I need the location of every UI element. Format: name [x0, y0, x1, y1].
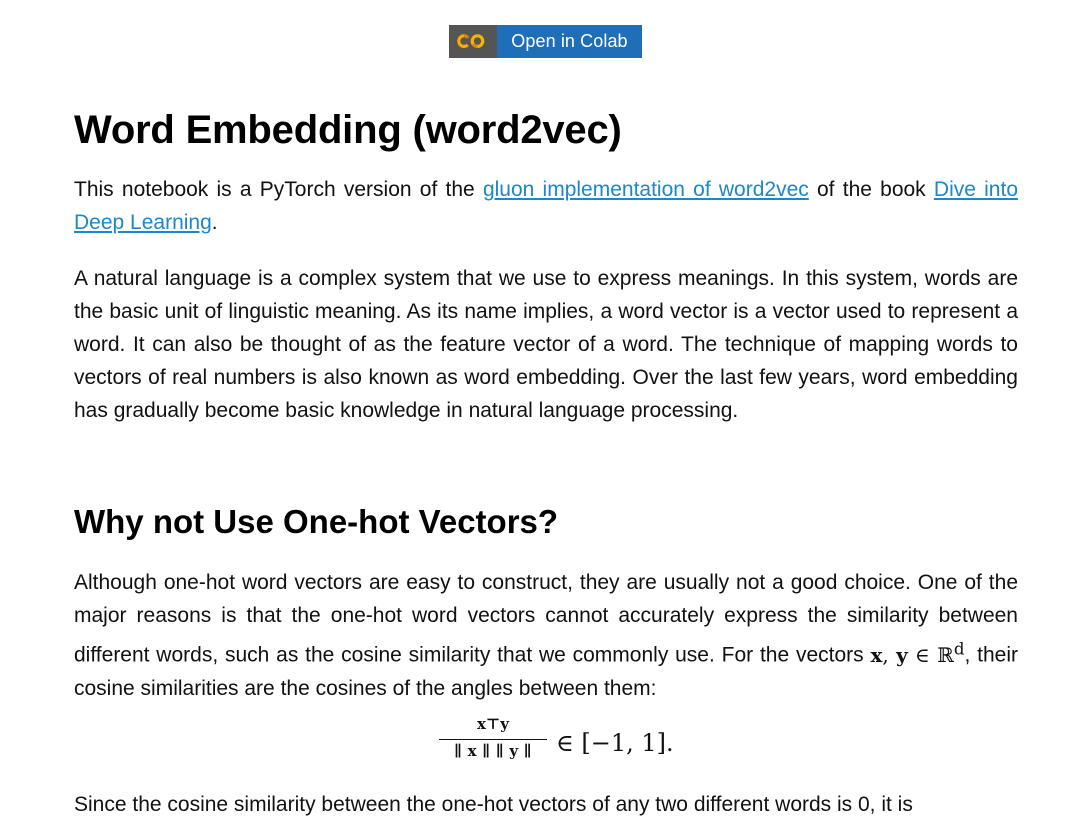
math-comma: ,: [882, 642, 897, 667]
open-in-colab-label[interactable]: Open in Colab: [497, 25, 642, 58]
cosine-similarity-formula: [433, 711, 693, 777]
partially-visible-paragraph: Since the cosine similarity between the one-hot vectors of any two different words is 0, it is: [74, 793, 913, 816]
fraction-line: [439, 739, 547, 740]
math-in: ∈: [907, 642, 938, 667]
dive-into-deep-learning-link[interactable]: Dive into Deep Learning: [74, 178, 1018, 234]
formula-denominator: ∥ x ∥ ∥ y ∥: [454, 742, 532, 760]
page-title: Word Embedding (word2vec): [74, 108, 622, 152]
colab-logo: [449, 25, 497, 58]
colab-co-icon: [456, 30, 490, 54]
formula-numerator: x⊤y: [476, 715, 510, 733]
math-y: y: [896, 642, 908, 667]
intro-paragraph: [74, 173, 1018, 239]
section-title: Why not Use One-hot Vectors?: [74, 503, 559, 540]
cosine-fraction: [439, 715, 547, 769]
word-vector-paragraph: A natural language is a complex system that we use to express meanings. In this system, words are the basic unit of linguistic meaning. As its name implies, a word vector is a vector used to represent a word. It can also be thought of as the feature vector of a word. The technique of mapping words to vectors of real numbers is also known as word embedding. Over the last few years, word embedding has gradually become basic knowledge in natural language processing.: [74, 267, 1018, 422]
math-x: x: [870, 642, 883, 667]
formula-range: ∈ [−1, 1].: [556, 729, 674, 757]
real-space-symbol: ℝ: [937, 642, 954, 667]
gluon-word2vec-link[interactable]: gluon implementation of word2vec: [482, 178, 809, 201]
one-hot-text-after-math: , their cosine similarities are the cosines of the angles between them:: [74, 643, 1018, 700]
intro-text-before-link: This notebook is a PyTorch version of the: [74, 178, 483, 201]
one-hot-paragraph: [74, 566, 1018, 705]
open-in-colab-badge[interactable]: [449, 25, 642, 58]
vector-notation: [870, 639, 965, 667]
dimension-superscript: d: [953, 639, 965, 658]
intro-text-between-links: of the book: [808, 178, 934, 201]
one-hot-text-before-math: Although one-hot word vectors are easy to construct, they are usually not a good choice. One of the major reasons is that the one-hot word vectors cannot accurately express the similarity between different words, such as the cosine similarity that we commonly use. For the vectors: [74, 571, 1018, 667]
intro-period: .: [211, 211, 218, 234]
